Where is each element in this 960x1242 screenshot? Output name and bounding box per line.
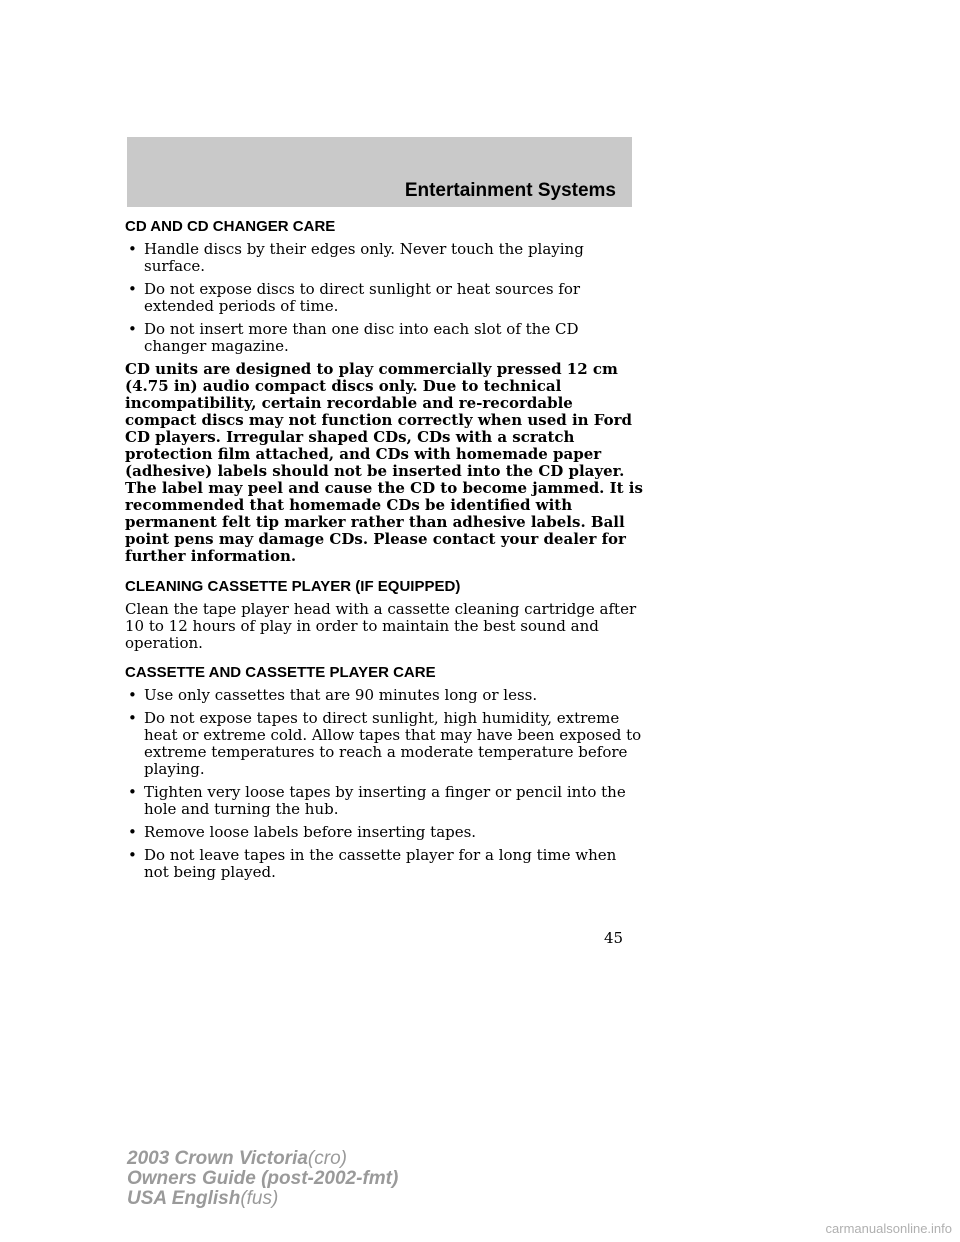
- footer-model-code: (cro): [307, 1148, 347, 1169]
- list-item-text: Do not leave tapes in the cassette player for a long time when not being played.: [144, 846, 617, 881]
- page-content: [125, 218, 645, 887]
- cassette-care-list: [125, 687, 645, 881]
- list-item-text: Handle discs by their edges only. Never touch the playing surface.: [144, 240, 584, 275]
- bullet-icon: •: [128, 320, 137, 338]
- bullet-icon: •: [128, 240, 137, 258]
- bullet-icon: •: [128, 709, 137, 727]
- list-item: [125, 687, 645, 704]
- footer-language: USA English: [127, 1188, 241, 1209]
- bullet-icon: •: [128, 686, 137, 704]
- list-item: [125, 847, 645, 881]
- list-item-text: Do not expose discs to direct sunlight or heat sources for extended periods of time.: [144, 280, 581, 315]
- cleaning-heading: CLEANING CASSETTE PLAYER (IF EQUIPPED): [125, 578, 461, 595]
- cassette-care-section: [125, 664, 645, 881]
- list-item-text: Use only cassettes that are 90 minutes long or less.: [144, 686, 538, 704]
- bullet-icon: •: [128, 846, 137, 864]
- bullet-icon: •: [128, 823, 137, 841]
- bullet-icon: •: [128, 280, 137, 298]
- list-item: [125, 710, 645, 778]
- list-item-text: Remove loose labels before inserting tapes.: [144, 823, 477, 841]
- list-item: [125, 824, 645, 841]
- list-item-text: Tighten very loose tapes by inserting a finger or pencil into the hole and turning the hub.: [144, 783, 626, 818]
- list-item-text: Do not expose tapes to direct sunlight, high humidity, extreme heat or extreme cold. Allow tapes that may have been exposed to extreme temperatures to reach a moderate temperature before playing.: [144, 709, 642, 778]
- list-item: [125, 321, 645, 355]
- list-item: [125, 281, 645, 315]
- section-title: Entertainment Systems: [404, 180, 616, 201]
- cd-care-heading: CD AND CD CHANGER CARE: [125, 218, 336, 235]
- footer-line-2: Owners Guide (post-2002-fmt): [127, 1168, 399, 1189]
- cd-care-section: [125, 218, 645, 565]
- section-header-band: [127, 137, 632, 207]
- list-item-text: Do not insert more than one disc into each slot of the CD changer magazine.: [144, 320, 579, 355]
- footer-language-code: (fus): [240, 1188, 279, 1209]
- cassette-care-heading: CASSETTE AND CASSETTE PLAYER CARE: [125, 664, 436, 681]
- footer-line-1: [127, 1149, 398, 1169]
- site-watermark: carmanualsonline.info: [825, 1221, 952, 1236]
- list-item: [125, 784, 645, 818]
- document-footer: [127, 1149, 398, 1209]
- list-item: [125, 241, 645, 275]
- page-number: 45: [604, 929, 624, 947]
- bullet-icon: •: [128, 783, 137, 801]
- cleaning-text: Clean the tape player head with a cassette cleaning cartridge after 10 to 12 hours of play in order to maintain the best sound and operation.: [125, 600, 637, 652]
- cleaning-section: [125, 578, 645, 652]
- footer-line-3: [127, 1189, 398, 1209]
- cd-care-list: [125, 241, 645, 355]
- footer-model: 2003 Crown Victoria: [127, 1148, 308, 1169]
- cd-warning-text: CD units are designed to play commercially pressed 12 cm (4.75 in) audio compact discs only. Due to technical incompatibility, certain recordable and re-recordable compact discs may not function correctly when used in Ford CD players. Irregular shaped CDs, CDs with a scratch protection film attached, and CDs with homemade paper (adhesive) labels should not be inserted into the CD player. The label may peel and cause the CD to become jammed. It is recommended that homemade CDs be identified with permanent felt tip marker rather than adhesive labels. Ball point pens may damage CDs. Please contact your dealer for further information.: [125, 360, 643, 565]
